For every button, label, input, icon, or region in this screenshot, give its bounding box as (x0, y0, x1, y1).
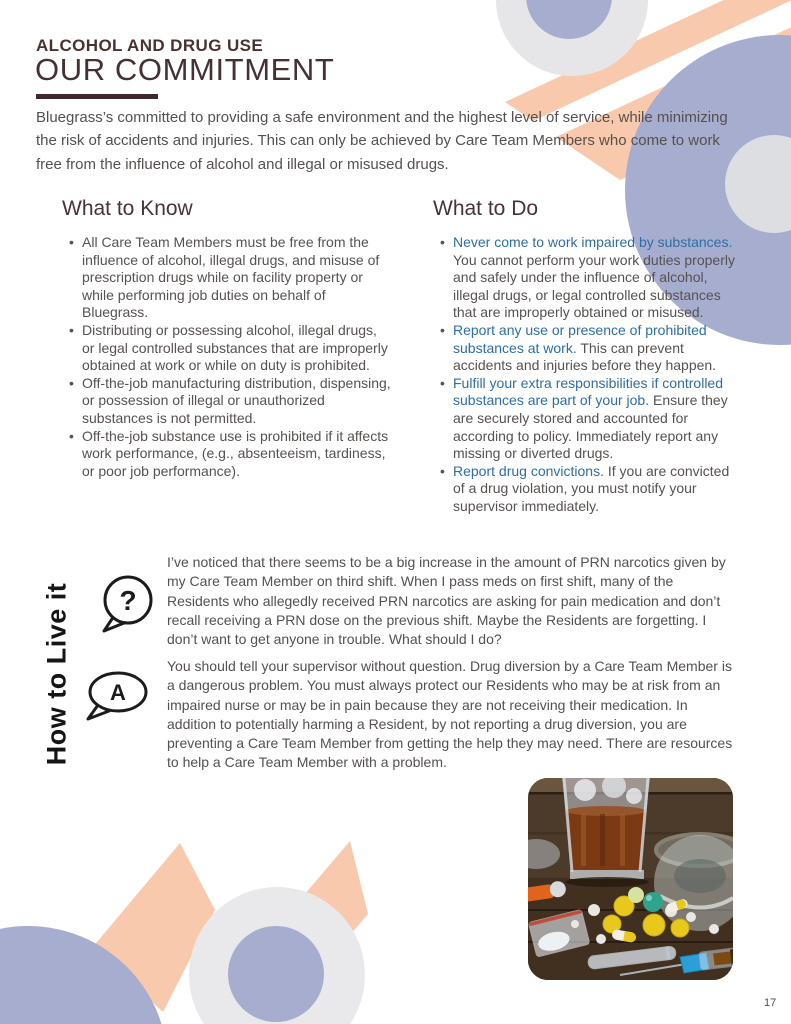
bullet-rest: You cannot perform your work duties properly and safely under the influence of alcohol, illegal drugs, or legal controlled substances that are improperly obtained or misused. (453, 251, 735, 321)
liquid-surface (566, 806, 646, 816)
what-to-know-section (62, 197, 392, 480)
list-item (453, 375, 735, 463)
what-to-do-heading: What to Do (433, 197, 539, 220)
list-item: • Off-the-job substance use is prohibited if it affects work performance, (e.g., absenteeism, tardiness, or poor job performance). (82, 428, 392, 481)
yellow-pill (643, 914, 665, 936)
white-pill (588, 904, 600, 916)
bullet-rest: If you are convicted of a drug violation, you must notify your supervisor immediately. (453, 462, 730, 514)
yellow-pill (671, 919, 689, 937)
answer-letter-glyph: A (110, 680, 126, 705)
syringe-barrel (699, 948, 733, 970)
bullet-rest: Ensure they are securely stored and accounted for according to policy. Immediately report any missing or diverted drugs. (453, 392, 728, 462)
green-pill (628, 887, 644, 903)
white-pill (596, 934, 606, 944)
teal-pill (643, 892, 663, 912)
alcohol-drugs-photo-illustration (528, 778, 733, 980)
answer-bubble-icon (84, 670, 150, 722)
list-item (453, 322, 735, 375)
whiskey-liquid (566, 810, 646, 870)
glass-facet (581, 814, 586, 866)
intro-paragraph: Bluegrass’s committed to providing a safe environment and the highest level of service, while minimizing the risk of accidents and injuries. This can only be achieved by Care Team Members who come to work free from the influence of alcohol and illegal or misused drugs. (36, 109, 728, 173)
question-text: I’ve noticed that there seems to be a big increase in the amount of PRN narcotics given by my Care Team Member on third shift. When I pass meds on first shift, many of the Residents who allegedly received PRN narcotics are asking for pain medication and don’t recall receiving a PRN dose on the previous shift. Maybe the Residents are forgetting. I don’t want to get anyone in trouble. What should I do? (167, 554, 726, 648)
title-underline (36, 94, 158, 99)
answer-text: You should tell your supervisor without question. Drug diversion by a Care Team Member is a dangerous problem. You must always protect our Residents who may be at risk from an impaired nurse or may be in pain because they are not receiving their medication. In addition to potentially harming a Resident, by not reporting a drug diversion, you are preventing a Care Team Member from getting the help they may need. There are resources to help a Care Team Member with a problem. (167, 658, 733, 771)
bullet-lead: Report drug convictions. (453, 462, 604, 479)
list-item (453, 463, 735, 516)
white-pill (686, 912, 696, 922)
page-number: 17 (764, 997, 777, 1009)
question-bubble-icon (98, 572, 156, 634)
what-to-know-heading: What to Know (62, 197, 193, 220)
question-mark-glyph: ? (119, 585, 137, 616)
list-item (453, 234, 735, 322)
list-item: • Distributing or possessing alcohol, illegal drugs, or legal controlled substances that are improperly obtained at work or while on duty is prohibited. (82, 322, 392, 375)
whiskey-glass (562, 778, 650, 887)
bullet-lead: Never come to work impaired by substances. (453, 234, 733, 250)
white-pill (709, 924, 719, 934)
white-pill (571, 920, 579, 928)
what-to-do-list (433, 234, 735, 516)
ashtray-bowl (674, 859, 726, 893)
glass-shadow (565, 877, 649, 887)
what-to-know-list (62, 234, 392, 480)
section-eyebrow: ALCOHOL AND DRUG USE (36, 36, 264, 55)
decorative-circle (228, 926, 324, 1022)
how-to-live-it-label: How to Live it (41, 582, 72, 766)
glass-facet (600, 814, 605, 866)
page-title: OUR COMMITMENT (35, 52, 335, 87)
ice-blur (626, 788, 642, 804)
what-to-do-section (433, 197, 735, 516)
ice-blur (574, 779, 596, 801)
list-item: • Off-the-job manufacturing distribution, dispensing, or possession of illegal or unauthorized substances is not permitted. (82, 375, 392, 428)
bullet-rest: This can prevent accidents and injuries before they happen. (453, 339, 717, 374)
bullet-lead: Report any use or presence of prohibited substances at work. (453, 321, 707, 356)
glass-facet (620, 814, 625, 866)
list-item: • All Care Team Members must be free from the influence of alcohol, illegal drugs, and misuse of prescription drugs while on facility property or while performing job duties on behalf of Bluegrass. (82, 234, 392, 322)
teal-pill-highlight (646, 895, 652, 901)
bullet-lead: Fulfill your extra responsibilities if controlled substances are part of your job. (453, 374, 723, 409)
alcohol-drugs-photo (528, 778, 733, 980)
